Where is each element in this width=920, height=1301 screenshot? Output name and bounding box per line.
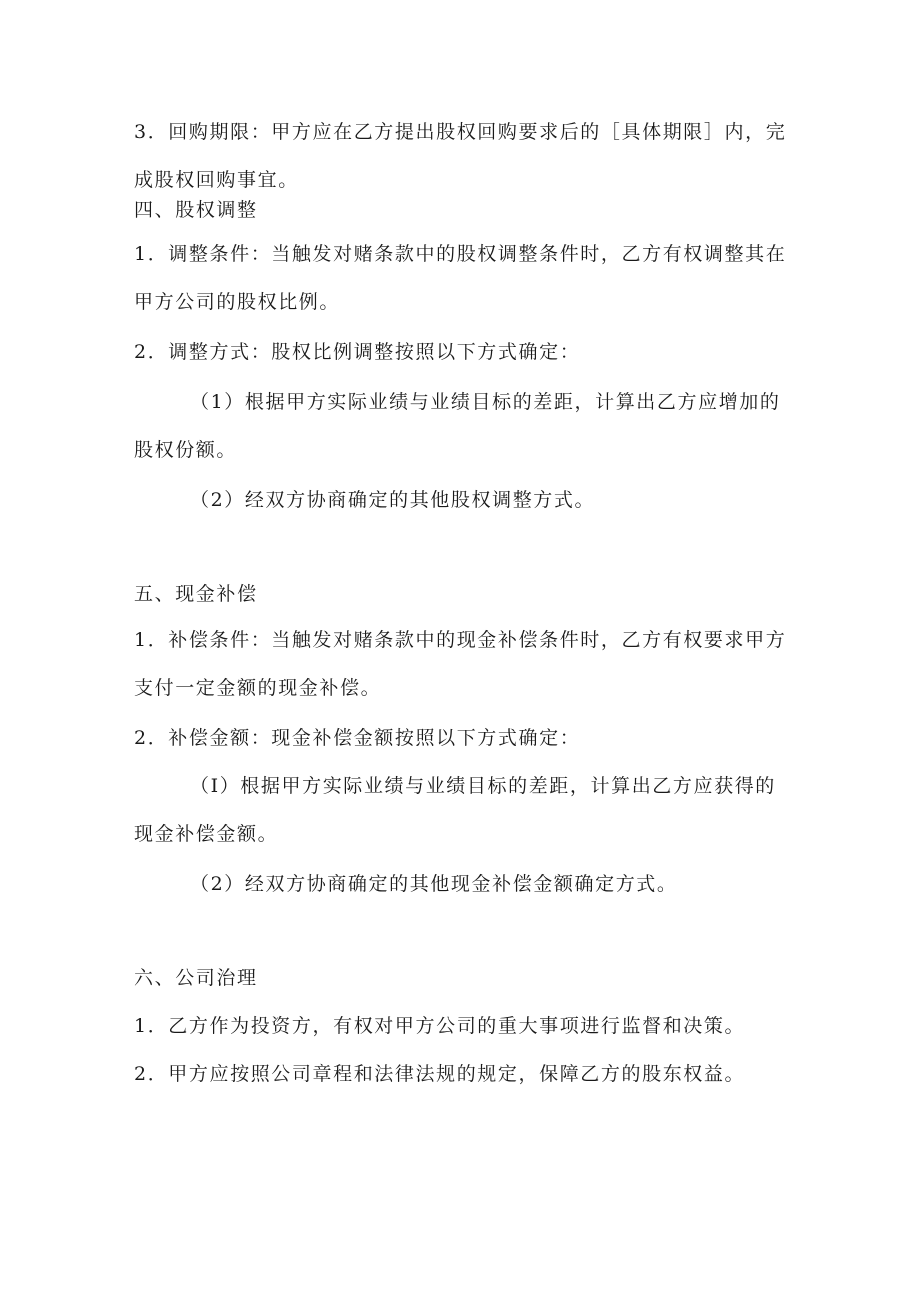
section-4-item-2: （2）经双方协商确定的其他股权调整方式。 bbox=[190, 489, 596, 511]
section-5-item-2: （2）经双方协商确定的其他现金补偿金额确定方式。 bbox=[190, 873, 678, 895]
section-4-item-1-line-1: （1）根据甲方实际业绩与业绩目标的差距，计算出乙方应增加的 bbox=[190, 391, 781, 413]
section-4-heading: 四、股权调整 bbox=[134, 199, 258, 221]
clause-3-buyback-period-line-1: 3．回购期限：甲方应在乙方提出股权回购要求后的［具体期限］内，完 bbox=[134, 121, 787, 143]
section-4-clause-1-line-1: 1．调整条件：当触发对赌条款中的股权调整条件时，乙方有权调整其在 bbox=[134, 243, 787, 265]
section-4-item-1-line-2: 股权份额。 bbox=[134, 439, 238, 461]
section-6-clause-2: 2．甲方应按照公司章程和法律法规的规定，保障乙方的股东权益。 bbox=[134, 1063, 746, 1085]
section-6-heading: 六、公司治理 bbox=[134, 967, 258, 989]
section-5-item-1-line-2: 现金补偿金额。 bbox=[134, 823, 279, 845]
section-6-clause-1: 1．乙方作为投资方，有权对甲方公司的重大事项进行监督和决策。 bbox=[134, 1015, 746, 1037]
section-5-clause-2: 2．补偿金额：现金补偿金额按照以下方式确定： bbox=[134, 727, 581, 749]
section-4-clause-1-line-2: 甲方公司的股权比例。 bbox=[134, 291, 341, 313]
section-5-clause-1-line-2: 支付一定金额的现金补偿。 bbox=[134, 677, 382, 699]
section-5-item-1-line-1: （I）根据甲方实际业绩与业绩目标的差距，计算出乙方应获得的 bbox=[190, 775, 776, 797]
section-5-clause-1-line-1: 1．补偿条件：当触发对赌条款中的现金补偿条件时，乙方有权要求甲方 bbox=[134, 629, 787, 651]
section-4-clause-2: 2．调整方式：股权比例调整按照以下方式确定： bbox=[134, 341, 581, 363]
clause-3-buyback-period-line-2: 成股权回购事宜。 bbox=[134, 169, 299, 191]
section-5-heading: 五、现金补偿 bbox=[134, 583, 258, 605]
